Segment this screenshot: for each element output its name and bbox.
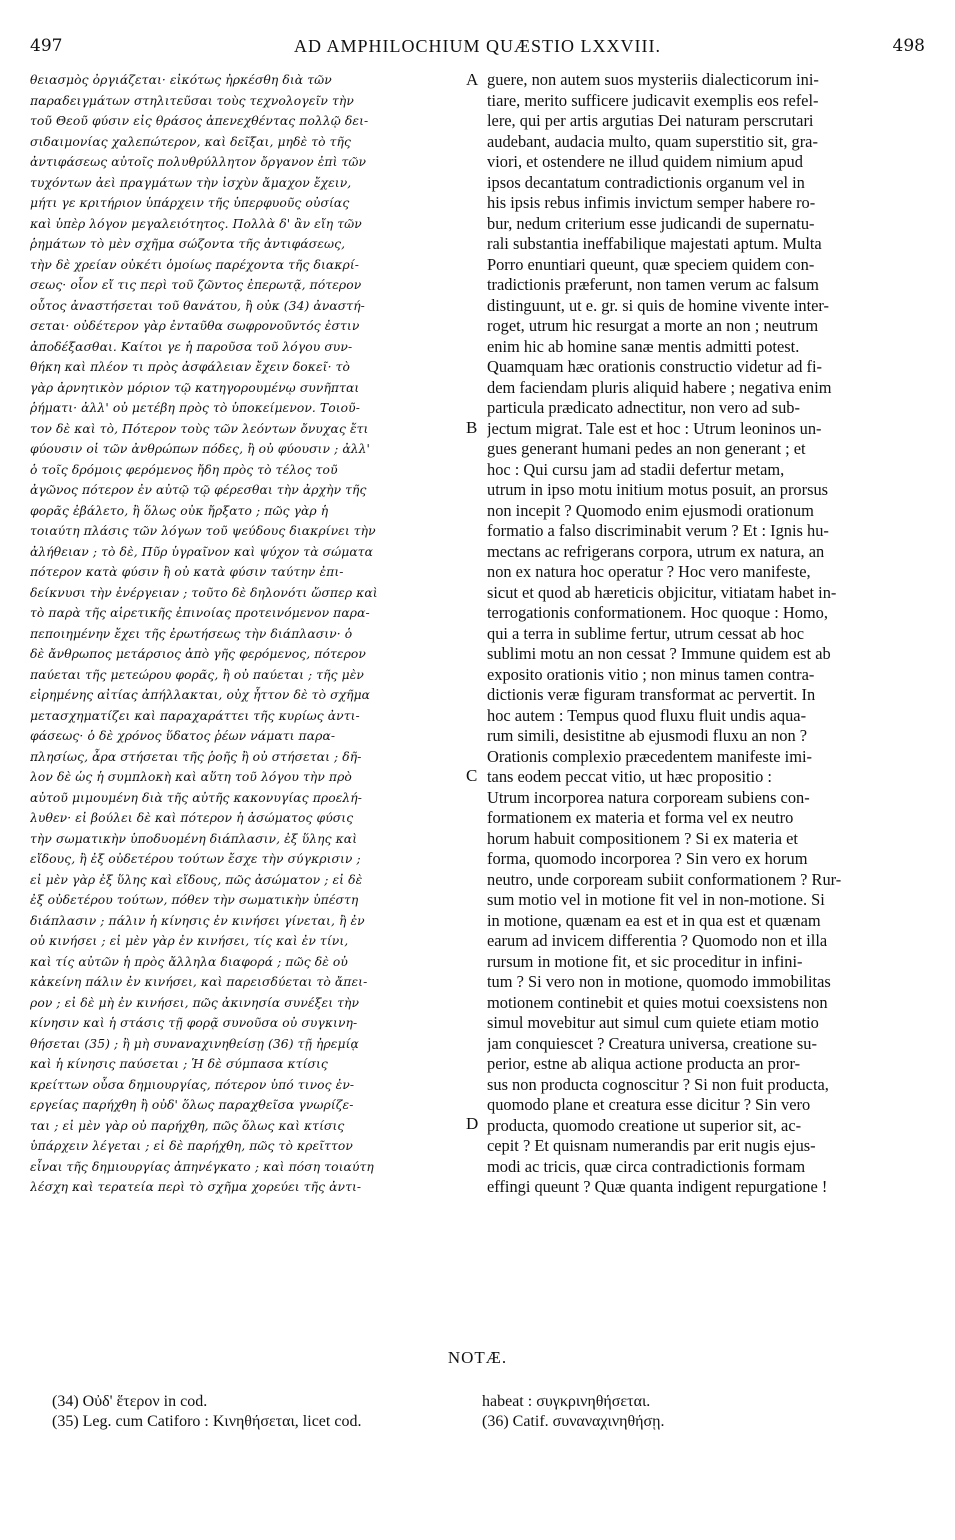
greek-text-line: παύεται τῆς μετεώρου φορᾶς, ἢ οὐ παύεται ; τῆς μὲν <box>30 667 364 682</box>
greek-text-line: οὗτος ἀναστήσεται τοῦ θανάτου, ἢ οὐκ (34) ἀναστή- <box>30 298 365 313</box>
latin-text-line: particula prædicato adnectitur, non vero ad sub- <box>487 398 800 417</box>
latin-text-line: sublimi motu an non cessat ? Immune quidem est ab <box>487 644 831 663</box>
latin-text-line: formationem ex materia et forma vel ex neutro <box>487 808 794 827</box>
latin-text-line: effingi queunt ? Quæ quanta indigent repurgatione ! <box>487 1177 828 1196</box>
latin-text-line: rum simili, desistitne ab ejusmodi fluxu an non ? <box>487 726 808 745</box>
greek-text-line: φύουσιν οἱ τῶν ἀνθρώπων πόδες, ἢ οὐ φύουσιν ; ἀλλ' <box>30 442 370 456</box>
greek-text-line: γὰρ ἀρνητικὸν μόριον τῷ κατηγορουμένῳ συνῆπται <box>30 380 360 395</box>
greek-text-line: ἀποδέξασθαι. Καίτοι γε ἡ παροῦσα τοῦ λόγου συν- <box>30 339 353 354</box>
greek-text-line: σιδαιμονίας χαλεπώτερον, καὶ δεῖξαι, μηδὲ τὸ τῆς <box>30 134 352 149</box>
latin-text-line: dictionis veræ figuram transformat ac pervertit. In <box>487 685 816 704</box>
footnote-36: (36) Catif. συναναχινηθήσῃ. <box>482 1413 665 1430</box>
latin-text-line: dem faciendam pluris aliquid habere ; negativa enim <box>487 377 832 397</box>
greek-text-line: τοιαύτη πλάσις τῶν λόγων τοῦ ψεύδους διακρίνει τὴν <box>30 524 376 538</box>
greek-text-line: παραδειγμάτων στηλιτεῦσαι τοὺς τεχνολογεῖν τὴν <box>30 93 354 108</box>
greek-text-line: τὴν σωματικὴν ὑποδυομένη διάπλασιν, ἐξ ὕλης καὶ <box>30 831 358 846</box>
latin-text-line: tans eodem peccat vitio, ut hæc propositio : <box>487 767 772 786</box>
page-header <box>30 36 925 64</box>
latin-text-line: simul movebitur aut simul cum quiete etiam motio <box>487 1013 819 1032</box>
greek-text-line: θειασμὸς ὀργιάζεται· εἰκότως ἠρκέσθη διὰ τῶν <box>30 73 332 87</box>
greek-text-line: ὁ τοῖς δρόμοις φερόμενος ἤδη πρὸς τὸ τέλος τοῦ <box>30 462 338 477</box>
greek-text-line: σεως· οἷον εἴ τις περὶ τοῦ ζῶντος ἐπερωτᾷ, πότερον <box>30 278 362 292</box>
latin-text-line: producta, quomodo creatione ut superior sit, ac- <box>487 1115 802 1135</box>
latin-text-line: modi ac tricis, quæ circa contradictionis formam <box>487 1156 806 1176</box>
latin-text-line: guere, non autem suos mysteriis dialecticorum ini- <box>487 70 819 89</box>
greek-text-line: ἐξ οὐδετέρου τούτων, πόθεν τὴν σωματικὴν ὑπέστη <box>30 893 359 907</box>
latin-text-line: lere, qui per artis argutias Dei naturam perscrutari <box>487 111 814 130</box>
latin-column <box>487 70 927 1198</box>
greek-text-line: ρον ; εἰ δὲ μὴ ἐν κινήσει, πῶς ἀκινησία συνέξει τὴν <box>30 995 360 1010</box>
greek-text-line: τον δὲ καὶ τὸ, Πότερον τοὺς τῶν λεόντων ὄνυχας ἔτι <box>30 421 369 436</box>
greek-text-line: θήκη καὶ πλέον τι πρὸς ἀσφάλειαν ἔχειν δοκεῖ· τὸ <box>30 360 350 374</box>
latin-text-line: audebant, audacia multo, quam superstitio sit, gra- <box>487 131 818 151</box>
latin-text-line: hoc : Qui cursu jam ad stadii defertur metam, <box>487 459 785 479</box>
latin-text-line: earum ad invicem differentia ? Quomodo non et illa <box>487 931 828 950</box>
latin-text-line: mectans ac refrigerans corpora, utrum ex natura, an <box>487 541 825 561</box>
greek-text-line: κἀκείνη πάλιν ἐν κινήσει, καὶ παρεισδύεται τὸ ἄπει- <box>30 975 368 989</box>
latin-text-line: tradictionis præferunt, non tamen verum ac falsum <box>487 275 819 294</box>
greek-text-line: μετασχηματίζει καὶ παραχαράττει τῆς κυρίως ἀντι- <box>30 708 360 723</box>
greek-text-line: εἴδους, ἢ ἐξ οὐδετέρου τούτων ἔσχε τὴν σύγκρισιν ; <box>30 852 361 866</box>
latin-text-line: quomodo plane et creatura esse dicitur ? Sin vero <box>487 1095 811 1114</box>
running-title: AD AMPHILOCHIUM QUÆSTIO LXXVIII. <box>294 36 661 56</box>
latin-text-line: distinguunt, ut e. gr. si quis de homine vivente inter- <box>487 295 830 315</box>
latin-text-line: viori, et ostendere ne illud quidem nimium apud <box>487 152 803 171</box>
greek-text-line: πεποιημένην ἔχει τῆς ἐρωτήσεως τὴν διάπλασιν· ὁ <box>30 626 353 641</box>
greek-text-line: εἶναι τῆς δημιουργίας ἀπηνέγκατο ; καὶ πόση τοιαύτη <box>30 1159 374 1174</box>
latin-text-line: non ex natura hoc operatur ? Hoc vero manifeste, <box>487 562 811 581</box>
margin-marker-c: C <box>466 766 478 785</box>
greek-text-line: ῥήματι· ἀλλ' οὐ μετέβη πρὸς τὸ ὑποκείμενον. Τοιοῦ- <box>30 401 360 415</box>
greek-text-line: ὑπάρχειν λέγεται ; εἰ δὲ παρήχθη, πῶς τὸ κρεῖττον <box>30 1139 353 1153</box>
greek-text-line: εργείας παρήχθη ἢ οὐδ' ὅλως παραχθεῖσα γνωρίζε- <box>30 1098 354 1112</box>
latin-text-line: utrum in ipso motu initium motus posuit, an prorsus <box>487 480 829 499</box>
greek-text-line: φορᾶς ἐβάλετο, ἢ ὅλως οὐκ ἤρξατο ; πῶς γὰρ ἡ <box>30 503 329 518</box>
latin-text-line: Utrum incorporea natura corpoream subiens con- <box>487 787 810 807</box>
greek-text-line: τὸ παρὰ τῆς αἱρετικῆς ἐπινοίας προτεινόμενον παρα- <box>30 606 370 620</box>
latin-text-line: motionem continebit et quies motui coexsistens non <box>487 992 828 1012</box>
greek-text-line: τοῦ Θεοῦ φύσιν εἰς θράσος ἀπενεχθέντας πολλῷ δει- <box>30 114 369 128</box>
latin-text-line: rursum in motione fit, et sic proceditur in infini- <box>487 951 803 971</box>
latin-text-line: perior, estne ab aliqua actione producta an pror- <box>487 1054 801 1073</box>
greek-text-line: τὴν δὲ χρείαν οὐκέτι ὁμοίως παρέχοντα τῆς διακρί- <box>30 257 359 272</box>
greek-text-line: καὶ ὑπὲρ λόγον μεγαλειότητος. Πολλὰ δ' ἂν εἴη τῶν <box>30 216 362 231</box>
latin-text-line: sus non producta cognoscitur ? Si non fuit producta, <box>487 1074 829 1094</box>
latin-text-line: sicut et quod ab hæreticis objicitur, vitiatam habet in- <box>487 582 837 602</box>
footnote-34: (34) Οὐδ' ἕτερον in cod. <box>52 1393 208 1410</box>
greek-text-line: πλησίως, ἆρα στήσεται τῆς ῥοῆς ἢ οὐ στήσεται ; δῆ- <box>30 749 362 764</box>
greek-text-line: κρείττων οὖσα δημιουργίας, πότερον ὑπό τινος ἐν- <box>30 1077 355 1092</box>
latin-text-line: Quamquam hæc orationis constructio videtur ad fi- <box>487 357 823 376</box>
latin-text-line: rali substantia ineffabilique majestati aptum. Multa <box>487 234 822 253</box>
latin-text-line: tum ? Si vero non in motione, quomodo immobilitas <box>487 972 831 991</box>
margin-marker-a: A <box>466 70 479 89</box>
margin-marker-d: D <box>466 1114 479 1133</box>
latin-text-line: jectum migrat. Tale est et hoc : Utrum leoninos un- <box>487 418 822 438</box>
latin-text-line: hoc autem : Tempus quod fluxu fluit undis aqua- <box>487 705 807 725</box>
greek-text-line: δὲ ἄνθρωπος μετάρσιος ἀπὸ γῆς φερόμενος, πότερον <box>30 647 366 661</box>
greek-text-line: καὶ ἡ κίνησις παύσεται ; Ἡ δὲ σύμπασα κτίσις <box>30 1057 328 1071</box>
greek-text-line: ἀγῶνος πότερον ἐν αὐτῷ τῷ φέρεσθαι τὴν ἀρχὴν τῆς <box>30 483 367 497</box>
latin-text-line: in motione, quænam ea est et in qua est et quænam <box>487 910 821 930</box>
latin-text-line: Orationis complexio præcedentem manifeste imi- <box>487 746 812 766</box>
latin-text-line: jam conquiescet ? Creatura universa, creatione su- <box>487 1033 817 1053</box>
greek-column <box>30 70 460 1198</box>
greek-text-line: σεται· οὐδέτερον γὰρ ἐνταῦθα σωφρονοῦντός ἐστιν <box>30 319 360 333</box>
greek-text-line: φάσεως· ὁ δὲ χρόνος ὕδατος ῥέων νάματι παρα- <box>30 729 336 743</box>
greek-text-line: ἀλήθειαν ; τὸ δὲ, Πῦρ ὑγραῖνον καὶ ψύχον τὰ σώματα <box>30 544 374 559</box>
greek-text-line: λυθεν· εἰ βούλει δὲ καὶ πότερον ἡ ἀσώματος φύσις <box>30 811 354 825</box>
footnotes-right <box>482 1392 664 1432</box>
latin-text-line: ipsos decantatum contradictionis organum vel in <box>487 172 805 192</box>
footnote-35-continued: habeat : συγκρινηθήσεται. <box>482 1393 651 1410</box>
greek-text-line: ῥημάτων τὸ μὲν σχῆμα σώζοντα τῆς ἀντιφάσεως, <box>30 237 346 251</box>
latin-text-line: roget, utrum hic resurgat a morte an non ; neutrum <box>487 316 819 335</box>
page-number-left: 497 <box>30 36 63 56</box>
latin-text-line: neutro, unde corpoream subiit conformationem ? Rur- <box>487 869 842 889</box>
greek-text-line: τυχόντων ἀεὶ πραγμάτων τὴν ἰσχὺν ἄμαχον ἔχειν, <box>30 175 352 190</box>
latin-text-line: horum habuit compositionem ? Si ex materia et <box>487 828 798 848</box>
greek-text-line: αὐτοῦ μιμουμένη διὰ τῆς αὐτῆς κακονυγίας προελή- <box>30 790 363 805</box>
latin-text-line: terrogationis conformationem. Hoc quoque : Homo, <box>487 603 828 622</box>
greek-text-line: λέσχη καὶ τερατεία περὶ τὸ σχῆμα χορεύει τῆς ἀντι- <box>30 1180 362 1194</box>
latin-text-line: his ipsis rebus infimis invictum semper habere ro- <box>487 193 816 212</box>
greek-text-line: οὐ κινήσει ; εἰ μὲν γὰρ ἐν κινήσει, τίς καὶ ἐν τίνι, <box>30 934 349 948</box>
greek-text-line: λον δὲ ὡς ἡ συμπλοκὴ καὶ αὕτη τοῦ λόγου τὴν πρὸ <box>30 770 352 784</box>
latin-text-line: cepit ? Et quisnam numerandis par erit nugis ejus- <box>487 1136 816 1155</box>
greek-text-line: εἰρημένης αἰτίας ἀπήλλακται, οὐχ ἧττον δὲ τὸ σχῆμα <box>30 688 371 702</box>
margin-marker-b: B <box>466 418 478 437</box>
greek-text-line: κίνησιν καὶ ἡ στάσις τῇ φορᾷ συνοῦσα οὐ συγκινη- <box>30 1016 358 1030</box>
greek-text-line: μήτι γε κριτήριον ὑπάρχειν τῆς ὑπερφυοῦς οὐσίας <box>30 196 350 210</box>
latin-text-line: sum motio vel in motione fit vel in non-motione. Si <box>487 890 825 909</box>
latin-text-line: Porro enuntiari queunt, quæ speciem quidem con- <box>487 254 815 274</box>
latin-text-line: exposito orationis vitio ; non minus tamen contra- <box>487 664 815 684</box>
latin-text-line: enim hic ab homine sanæ mentis admitti potest. <box>487 336 800 356</box>
latin-text-line: qui a terra in sublime fertur, utrum cessat ab hoc <box>487 623 805 643</box>
footnote-35: (35) Leg. cum Catiforo : Κινηθήσεται, licet cod. <box>52 1413 362 1430</box>
footnotes-left <box>52 1392 361 1432</box>
latin-text-line: forma, quomodo incorporea ? Sin vero ex horum <box>487 849 808 868</box>
greek-text-line: ται ; εἰ μὲν γὰρ οὐ παρήχθη, πῶς ὅλως καὶ κτίσις <box>30 1118 345 1133</box>
latin-text-line: bur, nedum criterium esse judicandi de supernatu- <box>487 213 815 233</box>
greek-text-line: ἀντιφάσεως αὐτοῖς πολυθρύλλητον ὄργανον ἐπὶ τῶν <box>30 155 367 169</box>
latin-text-line: formatio a falso discriminabit verum ? Et : Ignis hu- <box>487 521 829 540</box>
greek-text-line: θήσεται (35) ; ἢ μὴ συναναχινηθείσῃ (36) τῇ ἠρεμίᾳ <box>30 1036 359 1051</box>
greek-text-line: εἰ μὲν γὰρ ἐξ ὕλης καὶ εἴδους, πῶς ἀσώματον ; εἰ δὲ <box>30 872 363 887</box>
latin-text-line: non incepit ? Quomodo enim ejusmodi orationum <box>487 500 814 520</box>
greek-text-line: πότερον κατὰ φύσιν ἢ οὐ κατὰ φύσιν ταύτην ἐπι- <box>30 565 344 579</box>
greek-text-line: καὶ τίς αὐτῶν ἡ πρὸς ἄλληλα διαφορά ; πῶς δὲ οὐ <box>30 954 348 969</box>
greek-text-line: δείκνυσι τὴν ἐνέργειαν ; τοῦτο δὲ δηλονότι ὥσπερ καὶ <box>30 585 378 600</box>
page-number-right: 498 <box>892 36 925 56</box>
latin-text-line: tiare, merito sufficere judicavit exemplis eos refel- <box>487 90 819 110</box>
greek-text-line: διάπλασιν ; πάλιν ἡ κίνησις ἐν κινήσει γίνεται, ἢ ἐν <box>30 913 365 928</box>
latin-text-line: gues generant humani pedes an non generant ; et <box>487 439 806 458</box>
notes-heading: NOTÆ. <box>447 1348 508 1367</box>
